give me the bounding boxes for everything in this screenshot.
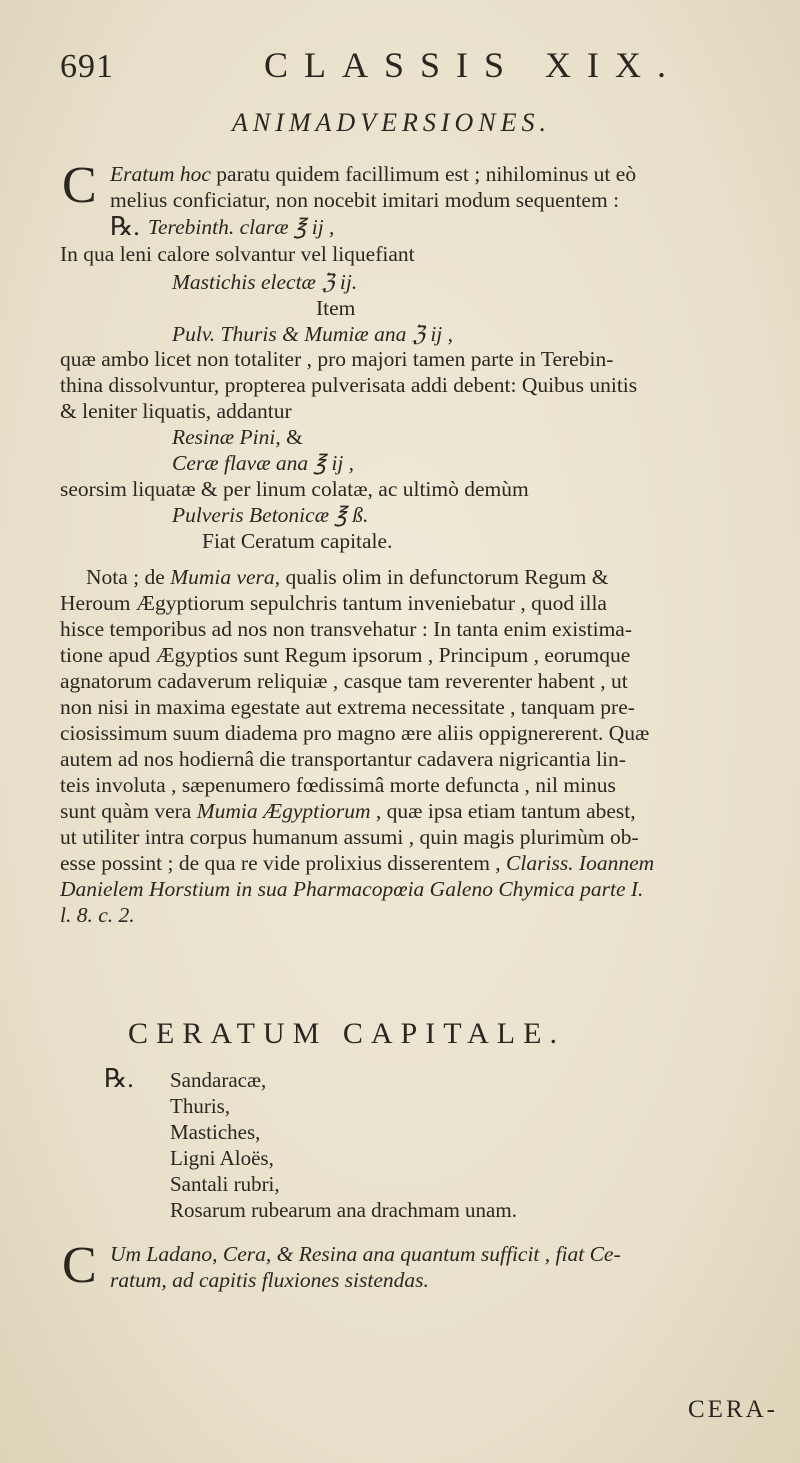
- running-header: CLASSIS XIX.: [264, 45, 683, 85]
- text-line: l. 8. c. 2.: [60, 903, 135, 927]
- text-line: & leniter liquatis, addantur: [60, 399, 292, 423]
- text-span: Nota ; de: [86, 565, 171, 589]
- text-italic: Resinæ Pini: [172, 425, 276, 449]
- ingredient-line: Mastiches,: [170, 1120, 261, 1144]
- drop-cap: C: [62, 1237, 97, 1294]
- text-line: seorsim liquatæ & per linum colatæ, ac ultimò demùm: [60, 477, 529, 501]
- text-span: , qualis olim in defunctorum Regum &: [274, 565, 609, 589]
- text-line: autem ad nos hodiernâ die transportantur cadavera nigricantia lin-: [60, 747, 626, 771]
- text-line: [86, 565, 609, 590]
- text-italic: Clariss. Ioannem: [506, 851, 655, 875]
- text-line: melius conficiatur, non nocebit imitari modum sequentem :: [110, 188, 620, 212]
- text-italic: Eratum hoc: [110, 162, 211, 186]
- text-line: Terebinth. claræ ℥ ij ,: [148, 215, 335, 239]
- text-span: paratu quidem facillimum est ; nihilominus ut eò: [210, 162, 637, 186]
- text-line: ratum, ad capitis fluxiones sistendas.: [110, 1268, 429, 1292]
- text-line: agnatorum cadaverum reliquiæ , casque tam reverenter habent , ut: [60, 669, 628, 693]
- text-line: thina dissolvuntur, propterea pulverisata addi debent: Quibus unitis: [60, 373, 638, 397]
- text-line: Pulv. Thuris & Mumiæ ana ℨ ij ,: [172, 322, 454, 346]
- text-span: , &: [275, 425, 303, 449]
- text-line: [172, 425, 303, 450]
- text-italic: Mumia vera: [170, 565, 275, 589]
- text-line: [110, 162, 636, 187]
- text-line: Ceræ flavæ ana ℥ ij ,: [172, 451, 355, 475]
- text-line: ut utiliter intra corpus humanum assumi , quin magis plurimùm ob-: [60, 825, 639, 849]
- text-line: Pulveris Betonicæ ℥ ß.: [172, 503, 369, 527]
- text-line: Um Ladano, Cera, & Resina ana quantum sufficit , fiat Ce-: [110, 1242, 621, 1266]
- text-line: [60, 851, 654, 876]
- text-line: Heroum Ægyptiorum sepulchris tantum inveniebatur , quod illa: [60, 591, 607, 615]
- page-number: 691: [60, 48, 114, 85]
- text-line: hisce temporibus ad nos non transvehatur : In tanta enim existima-: [60, 617, 632, 641]
- text-span: sunt quàm vera: [60, 799, 197, 823]
- text-line: tione apud Ægyptios sunt Regum ipsorum , Principum , eorumque: [60, 643, 631, 667]
- recipe-title: CERATUM CAPITALE.: [128, 1017, 565, 1050]
- ingredient-line: Rosarum rubearum ana drachmam unam.: [170, 1198, 517, 1222]
- text-line: Item: [316, 296, 356, 320]
- ingredient-line: Ligni Aloës,: [170, 1146, 274, 1170]
- text-line: [60, 799, 636, 824]
- text-span: esse possint ; de qua re vide prolixius disserentem ,: [60, 851, 507, 875]
- text-line: Mastichis electæ ℨ ij.: [172, 270, 358, 294]
- catchword: CERA-: [688, 1396, 778, 1423]
- text-line: Fiat Ceratum capitale.: [202, 529, 393, 553]
- recipe-symbol: ℞.: [110, 212, 140, 241]
- text-line: non nisi in maxima egestate aut extrema necessitate , tanquam pre-: [60, 695, 635, 719]
- ingredient-line: Sandaracæ,: [170, 1068, 267, 1092]
- text-span: , quæ ipsa etiam tantum abest,: [370, 799, 636, 823]
- recipe-symbol: ℞.: [104, 1064, 134, 1093]
- ingredient-line: Santali rubri,: [170, 1172, 280, 1196]
- drop-cap: C: [62, 157, 97, 214]
- ingredient-line: Thuris,: [170, 1094, 231, 1118]
- section-title: ANIMADVERSIONES.: [232, 108, 552, 137]
- text-line: quæ ambo licet non totaliter , pro majori tamen parte in Terebin-: [60, 347, 614, 371]
- text-line: Danielem Horstium in sua Pharmacopœia Galeno Chymica parte I.: [60, 877, 644, 901]
- text-italic: Mumia Ægyptiorum: [196, 799, 371, 823]
- text-line: In qua leni calore solvantur vel liquefiant: [60, 242, 415, 266]
- text-line: teis involuta , sæpenumero fœdissimâ morte defuncta , nil minus: [60, 773, 616, 797]
- text-line: ciosissimum suum diadema pro magno ære aliis oppignererent. Quæ: [60, 721, 650, 745]
